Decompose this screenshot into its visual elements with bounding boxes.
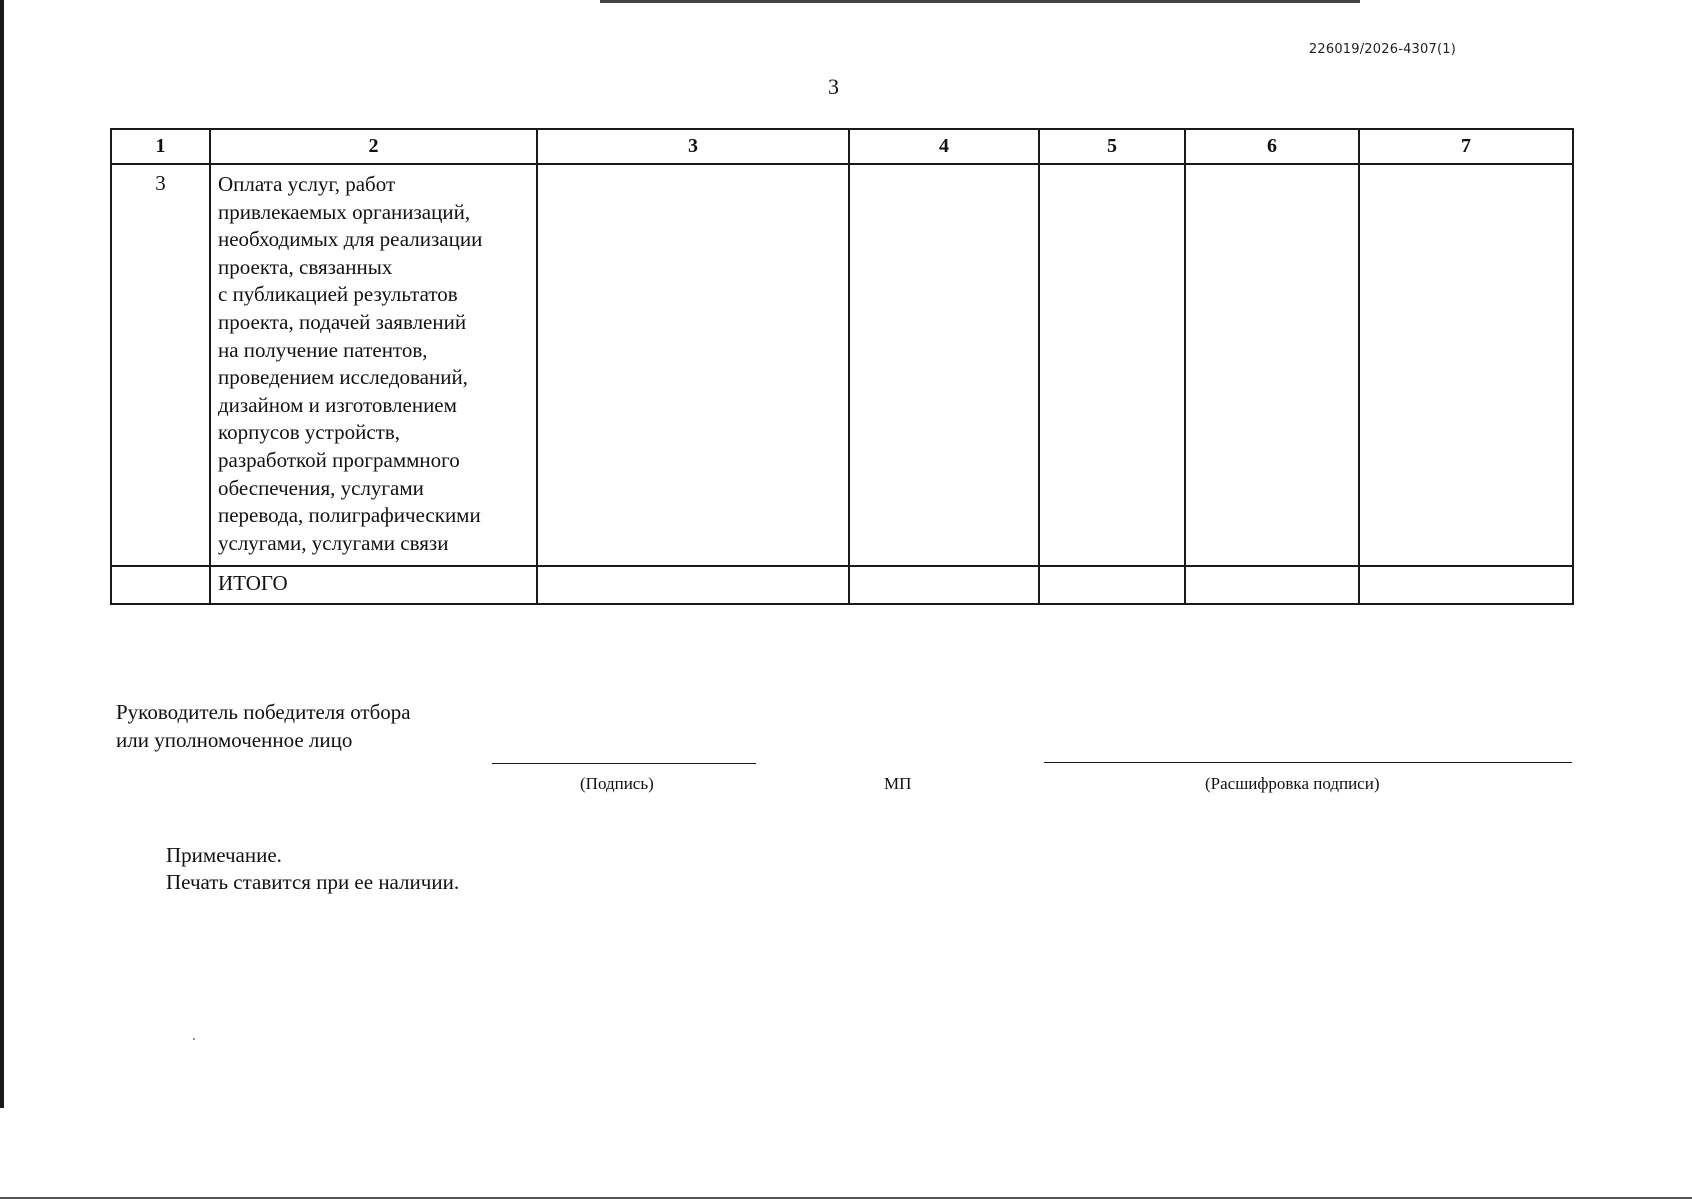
description-line: Оплата услуг, работ — [218, 172, 396, 196]
signature-caption: (Подпись) — [580, 774, 654, 793]
table-row — [111, 164, 1573, 566]
total-col-7 — [1359, 566, 1573, 604]
description-line: на получение патентов, — [218, 337, 428, 362]
total-col-5 — [1039, 566, 1185, 604]
scan-top-artifact — [600, 0, 1360, 3]
description-line: проекта, подачей заявлений — [218, 309, 467, 334]
budget-table — [110, 128, 1574, 605]
description-line: дизайном и изготовлением — [218, 392, 457, 417]
signer-label — [116, 698, 411, 754]
total-num-cell — [111, 566, 210, 604]
scan-bottom-artifact — [0, 1197, 1692, 1199]
document-id: 226019/2026-4307(1) — [1308, 42, 1456, 57]
description-line: необходимых для реализации — [218, 227, 483, 252]
description-line: услугами, услугами связи — [218, 530, 449, 555]
cell-col-3 — [537, 164, 849, 566]
cell-col-7 — [1359, 164, 1573, 566]
description-line: проекта, связанных — [218, 254, 393, 279]
page-number: 3 — [828, 74, 839, 99]
column-header-2: 2 — [210, 129, 537, 164]
note-block — [166, 842, 459, 896]
stamp-caption: МП — [884, 774, 912, 793]
column-header-6: 6 — [1185, 129, 1359, 164]
table-header-row — [111, 129, 1573, 164]
scan-speck — [193, 1038, 195, 1040]
decoding-line — [1044, 762, 1572, 763]
cell-col-4 — [849, 164, 1039, 566]
total-col-4 — [849, 566, 1039, 604]
cell-col-6 — [1185, 164, 1359, 566]
scan-left-edge — [0, 0, 4, 1108]
total-col-3 — [537, 566, 849, 604]
total-row — [111, 566, 1573, 604]
description-line: привлекаемых организаций, — [218, 199, 471, 224]
description-line: перевода, полиграфическими — [218, 503, 481, 528]
column-header-7: 7 — [1359, 129, 1573, 164]
column-header-1: 1 — [111, 129, 210, 164]
description-line: с публикацией результатов — [218, 282, 458, 307]
decoding-caption: (Расшифровка подписи) — [1205, 774, 1380, 793]
description-line: разработкой программного — [218, 447, 460, 472]
total-col-6 — [1185, 566, 1359, 604]
cell-col-5 — [1039, 164, 1185, 566]
column-header-5: 5 — [1039, 129, 1185, 164]
note-text: Печать ставится при ее наличии. — [166, 870, 460, 894]
total-label: ИТОГО — [210, 566, 537, 604]
description-line: обеспечения, услугами — [218, 475, 424, 500]
description-line: проведением исследований, — [218, 365, 468, 390]
signature-line — [492, 763, 756, 764]
note-title: Примечание. — [166, 843, 282, 867]
description-line: корпусов устройств, — [218, 420, 401, 445]
signer-label-line-1: Руководитель победителя отбора — [116, 700, 411, 724]
column-header-4: 4 — [849, 129, 1039, 164]
column-header-3: 3 — [537, 129, 849, 164]
row-description — [210, 164, 537, 566]
signer-label-line-2: или уполномоченное лицо — [116, 728, 353, 752]
row-number: 3 — [111, 164, 210, 566]
